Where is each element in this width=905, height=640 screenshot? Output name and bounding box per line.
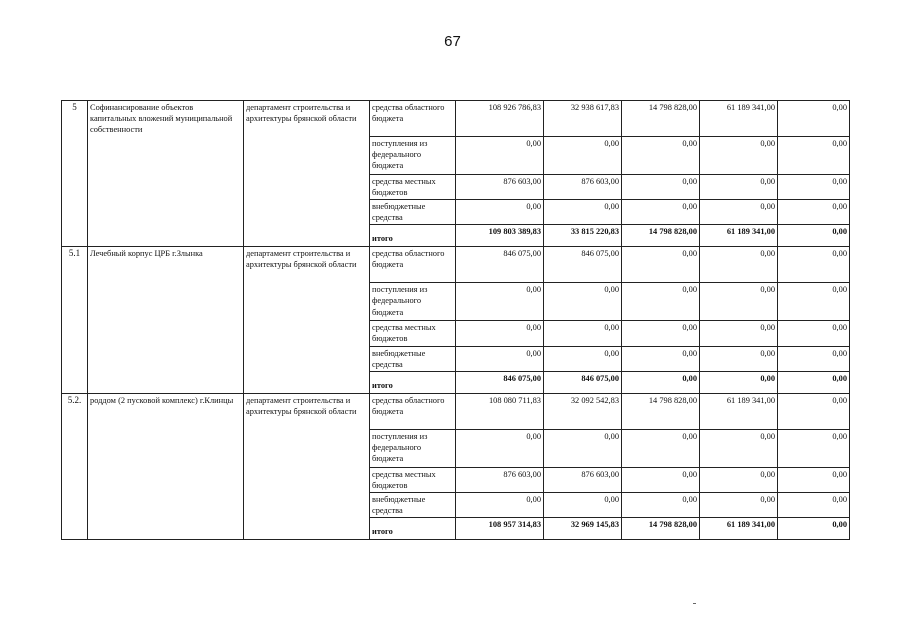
item-number: 5 xyxy=(62,101,88,247)
amount-cell: 108 957 314,83 xyxy=(456,518,544,540)
amount-cell: 0,00 xyxy=(622,321,700,346)
amount-cell: 0,00 xyxy=(622,346,700,371)
amount-cell: 0,00 xyxy=(778,175,850,200)
amount-cell: 0,00 xyxy=(544,200,622,225)
amount-cell: 0,00 xyxy=(700,371,778,393)
amount-cell: 61 189 341,00 xyxy=(700,101,778,137)
executor: департамент строительства и архитектуры брянской области xyxy=(244,101,370,247)
amount-cell: 0,00 xyxy=(778,518,850,540)
amount-cell: 0,00 xyxy=(622,283,700,321)
amount-cell: 0,00 xyxy=(456,200,544,225)
amount-cell: 0,00 xyxy=(622,175,700,200)
amount-cell: 0,00 xyxy=(778,429,850,467)
amount-cell: 846 075,00 xyxy=(544,247,622,283)
amount-cell: 0,00 xyxy=(778,371,850,393)
funding-source: поступления из федерального бюджета xyxy=(370,137,456,175)
funding-row xyxy=(62,247,850,283)
amount-cell: 0,00 xyxy=(456,321,544,346)
amount-cell: 0,00 xyxy=(778,492,850,517)
amount-cell: 876 603,00 xyxy=(456,175,544,200)
amount-cell: 14 798 828,00 xyxy=(622,393,700,429)
amount-cell: 0,00 xyxy=(778,200,850,225)
amount-cell: 0,00 xyxy=(544,492,622,517)
amount-cell: 33 815 220,83 xyxy=(544,225,622,247)
amount-cell: 0,00 xyxy=(778,346,850,371)
amount-cell: 846 075,00 xyxy=(456,247,544,283)
item-number: 5.2. xyxy=(62,393,88,539)
funding-source: средства местных бюджетов xyxy=(370,467,456,492)
funding-source: внебюджетные средства xyxy=(370,346,456,371)
amount-cell: 32 092 542,83 xyxy=(544,393,622,429)
amount-cell: 876 603,00 xyxy=(544,467,622,492)
amount-cell: 0,00 xyxy=(456,283,544,321)
scan-artifact xyxy=(693,603,696,604)
amount-cell: 0,00 xyxy=(778,283,850,321)
amount-cell: 32 938 617,83 xyxy=(544,101,622,137)
funding-source: средства областного бюджета xyxy=(370,247,456,283)
funding-source: поступления из федерального бюджета xyxy=(370,429,456,467)
amount-cell: 846 075,00 xyxy=(544,371,622,393)
amount-cell: 0,00 xyxy=(778,393,850,429)
page-number: 67 xyxy=(444,33,461,50)
funding-source: итого xyxy=(370,225,456,247)
amount-cell: 61 189 341,00 xyxy=(700,393,778,429)
item-number: 5.1 xyxy=(62,247,88,393)
funding-source: внебюджетные средства xyxy=(370,492,456,517)
funding-source: поступления из федерального бюджета xyxy=(370,283,456,321)
amount-cell: 0,00 xyxy=(700,137,778,175)
funding-source: средства местных бюджетов xyxy=(370,321,456,346)
funding-source: средства областного бюджета xyxy=(370,393,456,429)
amount-cell: 0,00 xyxy=(544,346,622,371)
funding-row xyxy=(62,393,850,429)
funding-source: средства областного бюджета xyxy=(370,101,456,137)
amount-cell: 0,00 xyxy=(778,467,850,492)
executor: департамент строительства и архитектуры брянской области xyxy=(244,247,370,393)
budget-table xyxy=(61,100,850,540)
amount-cell: 0,00 xyxy=(622,429,700,467)
funding-source: итого xyxy=(370,371,456,393)
amount-cell: 0,00 xyxy=(544,321,622,346)
object-name: Лечебный корпус ЦРБ г.Злынка xyxy=(88,247,244,393)
amount-cell: 0,00 xyxy=(700,346,778,371)
amount-cell: 0,00 xyxy=(622,247,700,283)
amount-cell: 0,00 xyxy=(700,175,778,200)
amount-cell: 876 603,00 xyxy=(544,175,622,200)
amount-cell: 0,00 xyxy=(622,137,700,175)
amount-cell: 846 075,00 xyxy=(456,371,544,393)
amount-cell: 108 080 711,83 xyxy=(456,393,544,429)
amount-cell: 32 969 145,83 xyxy=(544,518,622,540)
funding-source: итого xyxy=(370,518,456,540)
amount-cell: 0,00 xyxy=(700,247,778,283)
funding-row xyxy=(62,101,850,137)
amount-cell: 0,00 xyxy=(700,429,778,467)
amount-cell: 14 798 828,00 xyxy=(622,518,700,540)
funding-source: внебюджетные средства xyxy=(370,200,456,225)
amount-cell: 0,00 xyxy=(700,283,778,321)
amount-cell: 0,00 xyxy=(778,321,850,346)
amount-cell: 0,00 xyxy=(456,137,544,175)
amount-cell: 14 798 828,00 xyxy=(622,101,700,137)
amount-cell: 61 189 341,00 xyxy=(700,225,778,247)
amount-cell: 0,00 xyxy=(700,492,778,517)
amount-cell: 0,00 xyxy=(456,429,544,467)
amount-cell: 0,00 xyxy=(778,225,850,247)
amount-cell: 0,00 xyxy=(544,283,622,321)
amount-cell: 0,00 xyxy=(778,247,850,283)
object-name: Софинансирование объектов капитальных вложений муниципальной собственности xyxy=(88,101,244,247)
funding-source: средства местных бюджетов xyxy=(370,175,456,200)
amount-cell: 14 798 828,00 xyxy=(622,225,700,247)
amount-cell: 0,00 xyxy=(778,101,850,137)
amount-cell: 0,00 xyxy=(622,200,700,225)
executor: департамент строительства и архитектуры брянской области xyxy=(244,393,370,539)
amount-cell: 0,00 xyxy=(700,467,778,492)
amount-cell: 61 189 341,00 xyxy=(700,518,778,540)
amount-cell: 0,00 xyxy=(622,371,700,393)
amount-cell: 0,00 xyxy=(622,492,700,517)
amount-cell: 0,00 xyxy=(700,200,778,225)
amount-cell: 0,00 xyxy=(622,467,700,492)
amount-cell: 0,00 xyxy=(456,346,544,371)
amount-cell: 0,00 xyxy=(456,492,544,517)
amount-cell: 109 803 389,83 xyxy=(456,225,544,247)
amount-cell: 0,00 xyxy=(778,137,850,175)
amount-cell: 876 603,00 xyxy=(456,467,544,492)
amount-cell: 0,00 xyxy=(544,137,622,175)
amount-cell: 0,00 xyxy=(544,429,622,467)
amount-cell: 0,00 xyxy=(700,321,778,346)
amount-cell: 108 926 786,83 xyxy=(456,101,544,137)
object-name: роддом (2 пусковой комплекс) г.Клинцы xyxy=(88,393,244,539)
